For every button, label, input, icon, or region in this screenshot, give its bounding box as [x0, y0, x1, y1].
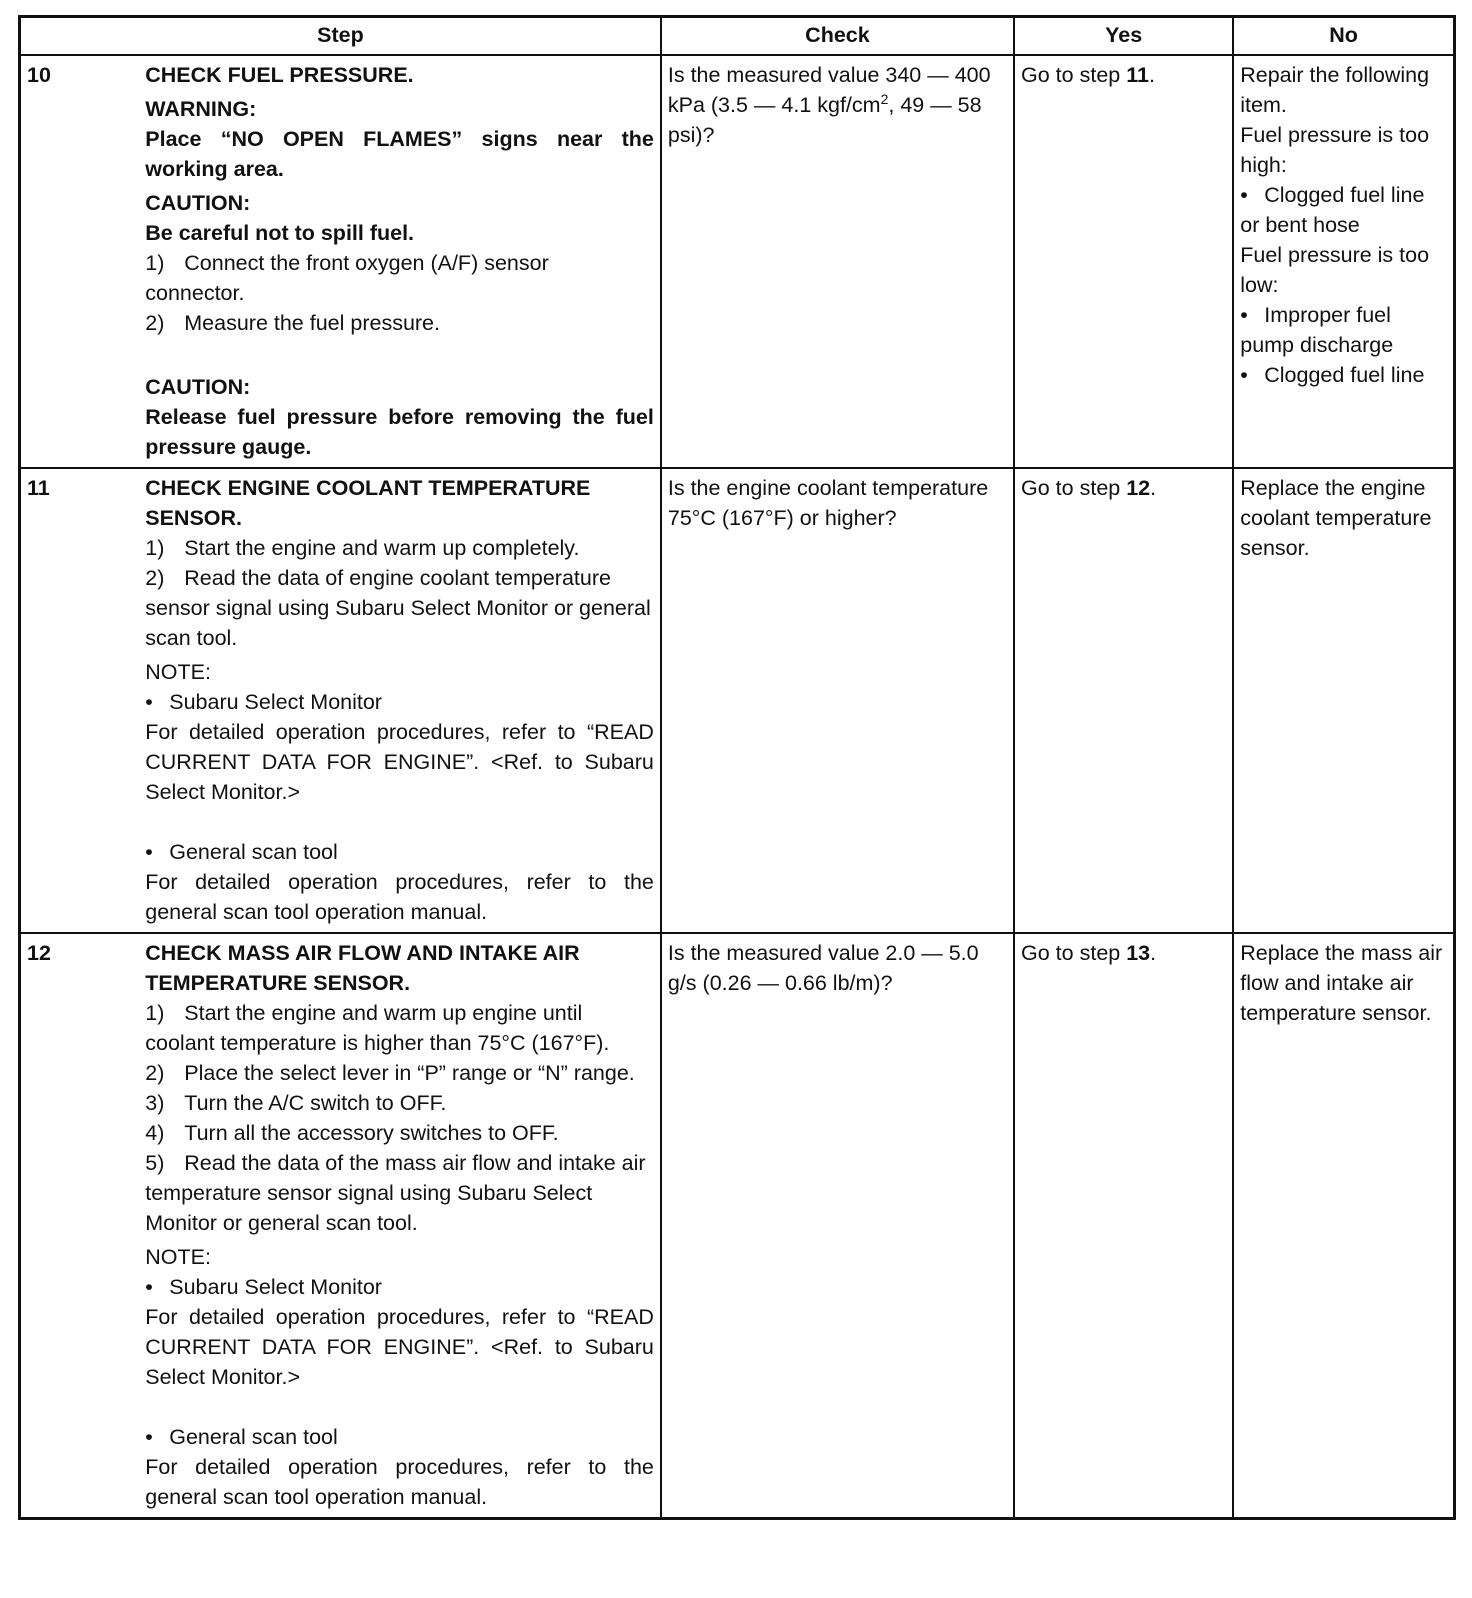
- table-row-step-10: [20, 55, 1455, 468]
- warning-label: WARNING:: [145, 97, 257, 121]
- bullet-item: • General scan tool: [145, 1425, 338, 1449]
- yes-cell: Go to step 13.: [1014, 933, 1233, 1519]
- procedure-step: 1) Start the engine and warm up engine until coolant temperature is higher than 75°C (167°F).: [145, 1001, 610, 1055]
- procedure-step: 5) Read the data of the mass air flow and intake air temperature sensor signal using Subaru Select Monitor or general scan tool.: [145, 1151, 646, 1235]
- bullet-item: • Subaru Select Monitor: [145, 1275, 382, 1299]
- bullet-item: • Clogged fuel line or bent hose: [1240, 183, 1425, 237]
- header-yes: Yes: [1014, 17, 1233, 56]
- step-number: 10: [20, 55, 140, 468]
- yes-cell: Go to step 12.: [1014, 468, 1233, 933]
- note-paragraph: For detailed operation procedures, refer to “READ CURRENT DATA FOR ENGINE”. <Ref. to Subaru Select Monitor.>: [145, 720, 654, 804]
- procedure-step: 3) Turn the A/C switch to OFF.: [145, 1091, 447, 1115]
- bullet-item: • Subaru Select Monitor: [145, 690, 382, 714]
- header-no: No: [1233, 17, 1454, 56]
- table-row-step-11: [20, 468, 1455, 933]
- yes-cell: Go to step 11.: [1014, 55, 1233, 468]
- no-cell: Replace the mass air flow and intake air temperature sensor.: [1233, 933, 1454, 1519]
- bullet-item: • Clogged fuel line: [1240, 363, 1425, 387]
- procedure-step: 4) Turn all the accessory switches to OFF.: [145, 1121, 559, 1145]
- step-number: 11: [20, 468, 140, 933]
- step-reference: 13: [1126, 941, 1151, 965]
- step-title: CHECK MASS AIR FLOW AND INTAKE AIR TEMPERATURE SENSOR.: [145, 941, 580, 995]
- procedure-step: 1) Connect the front oxygen (A/F) sensor connector.: [145, 251, 549, 305]
- caution-label: CAUTION:: [145, 375, 251, 399]
- note-paragraph: For detailed operation procedures, refer to the general scan tool operation manual.: [145, 870, 654, 924]
- step-cell: [139, 468, 661, 933]
- step-cell: [139, 55, 661, 468]
- step-title: CHECK FUEL PRESSURE.: [145, 63, 414, 87]
- caution-text: Be careful not to spill fuel.: [145, 221, 415, 245]
- table-header-row: [20, 17, 1455, 56]
- check-cell: Is the measured value 2.0 — 5.0 g/s (0.26 — 0.66 lb/m)?: [661, 933, 1014, 1519]
- warning-text: Place “NO OPEN FLAMES” signs near the working area.: [145, 127, 654, 181]
- caution-text: Release fuel pressure before removing the fuel pressure gauge.: [145, 405, 654, 459]
- step-cell: [139, 933, 661, 1519]
- check-cell: Is the measured value 340 — 400 kPa (3.5 — 4.1 kgf/$cm^2$, 49 — 58 psi)?: [661, 55, 1014, 468]
- note-paragraph: For detailed operation procedures, refer to the general scan tool operation manual.: [145, 1455, 654, 1509]
- table-row-step-12: [20, 933, 1455, 1519]
- note-paragraph: For detailed operation procedures, refer to “READ CURRENT DATA FOR ENGINE”. <Ref. to Subaru Select Monitor.>: [145, 1305, 654, 1389]
- header-check: Check: [661, 17, 1014, 56]
- caution-label: CAUTION:: [145, 191, 251, 215]
- procedure-step: 2) Read the data of engine coolant temperature sensor signal using Subaru Select Monitor or general scan tool.: [145, 566, 651, 650]
- check-cell: Is the engine coolant temperature 75°C (167°F) or higher?: [661, 468, 1014, 933]
- procedure-step: 1) Start the engine and warm up completely.: [145, 536, 580, 560]
- step-reference: 11: [1126, 63, 1149, 87]
- step-title: CHECK ENGINE COOLANT TEMPERATURE SENSOR.: [145, 476, 591, 530]
- note-label: NOTE:: [145, 660, 211, 684]
- procedure-step: 2) Place the select lever in “P” range or “N” range.: [145, 1061, 635, 1085]
- step-reference: 12: [1126, 476, 1151, 500]
- header-step: Step: [20, 17, 661, 56]
- diagnostic-procedure-table: [18, 15, 1456, 1520]
- bullet-item: • Improper fuel pump discharge: [1240, 303, 1394, 357]
- note-label: NOTE:: [145, 1245, 211, 1269]
- bullet-item: • General scan tool: [145, 840, 338, 864]
- no-cell: Repair the following item. Fuel pressure is too high: • Clogged fuel line or bent hose Fuel pressure is too low: • Improper fuel pump discharge • Clogged fuel line: [1233, 55, 1454, 468]
- no-cell: Replace the engine coolant temperature sensor.: [1233, 468, 1454, 933]
- step-number: 12: [20, 933, 140, 1519]
- procedure-step: 2) Measure the fuel pressure.: [145, 311, 440, 335]
